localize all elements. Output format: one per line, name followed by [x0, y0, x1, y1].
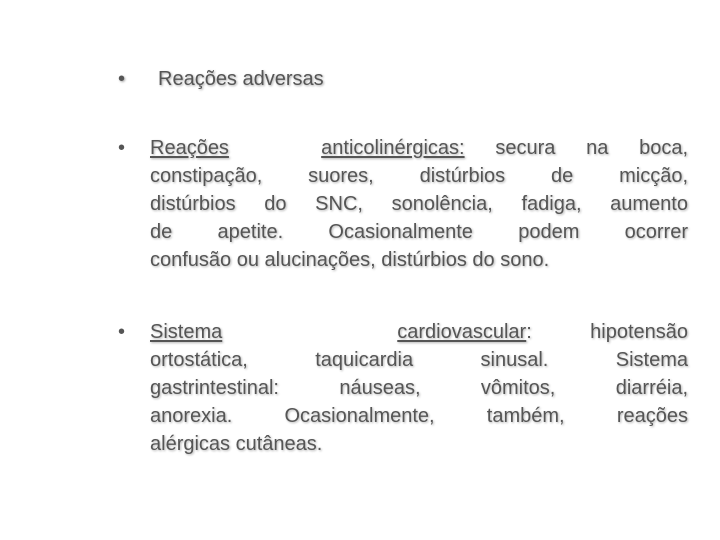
heading-row	[118, 64, 324, 94]
item-line: distúrbios do SNC, sonolência, fadiga, aumento	[150, 193, 688, 215]
item-lead-group	[397, 321, 532, 343]
item-line: de apetite. Ocasionalmente podem ocorrer	[150, 221, 688, 243]
item-line: confusão ou alucinações, distúrbios do sono.	[150, 249, 550, 271]
item-line	[150, 318, 688, 346]
item-lead-colon: :	[526, 321, 532, 343]
heading-bullet: •	[118, 68, 126, 90]
bullet-item-cardiovascular	[118, 318, 688, 458]
item-lead-term: cardiovascular	[397, 321, 527, 343]
item-bullet: •	[118, 321, 126, 343]
item-bullet: •	[118, 137, 126, 159]
item-line: gastrintestinal: náuseas, vômitos, diarréia,	[150, 377, 688, 399]
item-line: alérgicas cutâneas.	[150, 433, 323, 455]
item-body	[150, 318, 688, 458]
item-line-text: secura na boca,	[495, 137, 689, 159]
item-body	[150, 134, 688, 274]
item-line	[150, 134, 688, 162]
item-line: anorexia. Ocasionalmente, também, reações	[150, 405, 688, 427]
item-line: constipação, suores, distúrbios de micção,	[150, 165, 688, 187]
item-lead-word: Reações	[150, 137, 229, 159]
bullet-item-anticholinergic	[118, 134, 688, 274]
heading-title: Reações adversas	[158, 68, 324, 90]
item-lead-word: Sistema	[150, 321, 223, 343]
item-lead-term: anticolinérgicas:	[321, 137, 465, 159]
item-line: ortostática, taquicardia sinusal. Sistema	[150, 349, 688, 371]
item-line-text: hipotensão	[590, 321, 688, 343]
